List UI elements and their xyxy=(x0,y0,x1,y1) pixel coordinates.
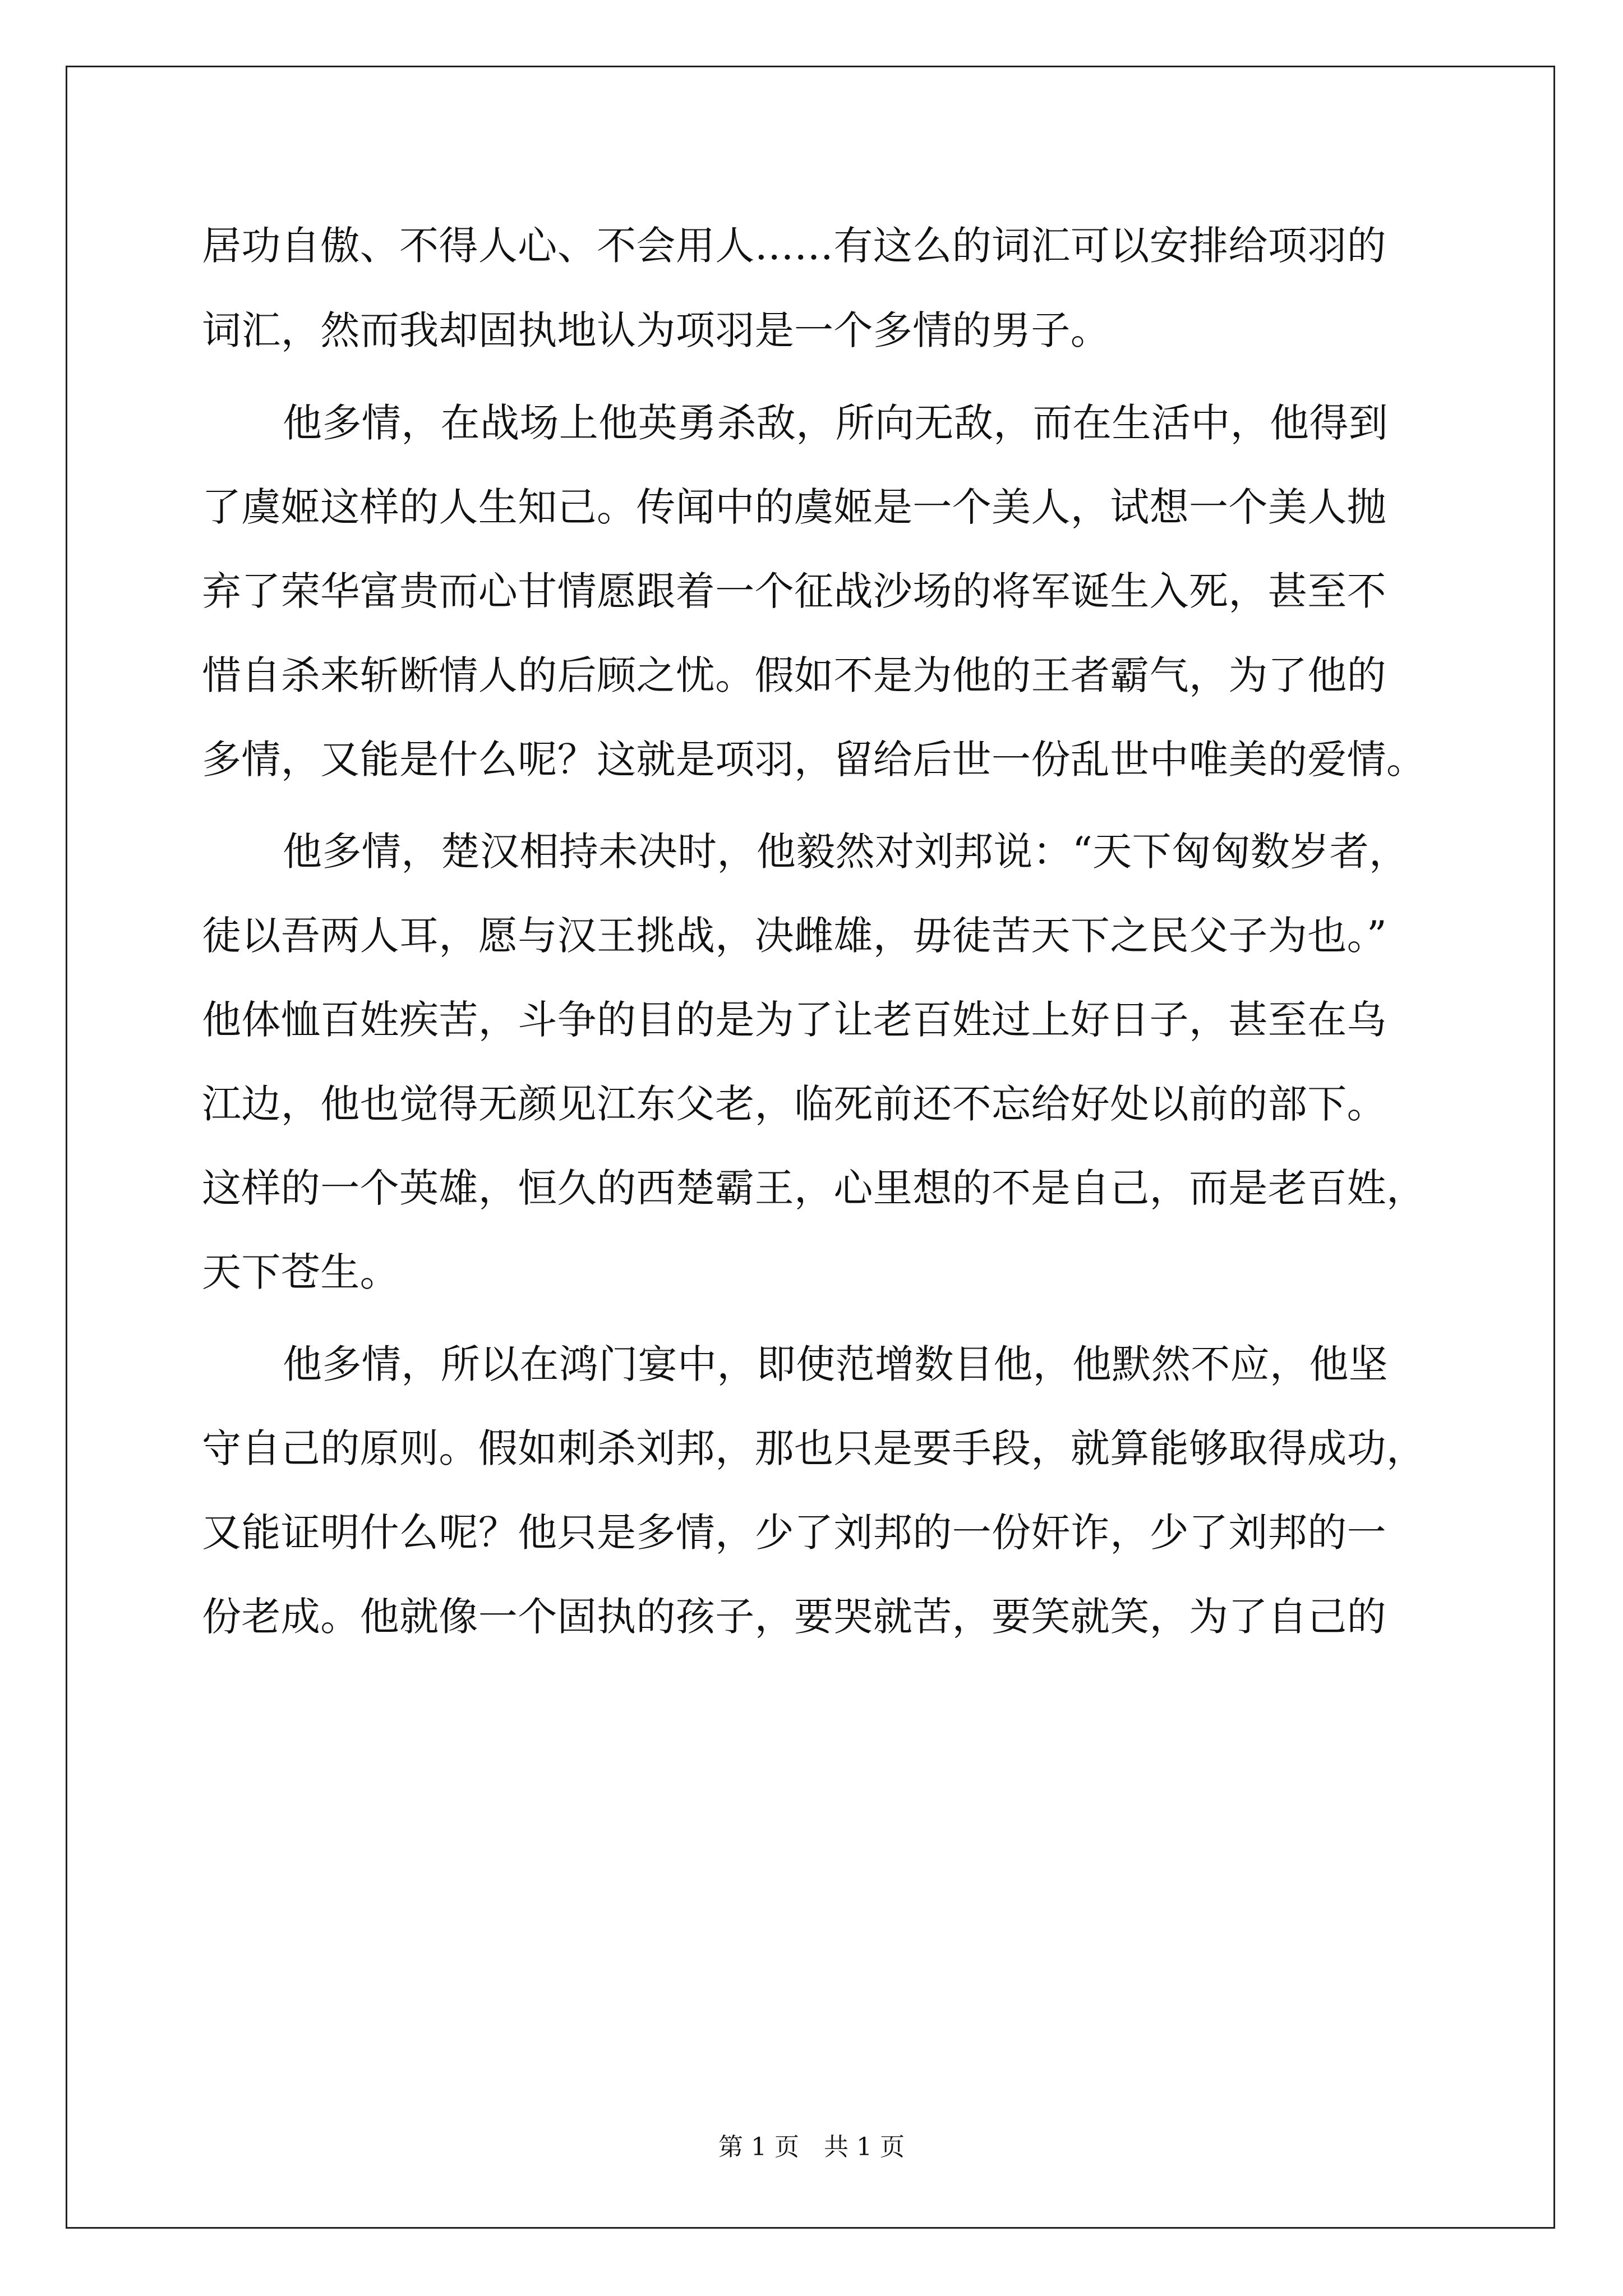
text-line: 词汇，然而我却固执地认为项羽是一个多情的男子。 xyxy=(202,307,1110,353)
page-number-footer: 第 1 页 共 1 页 xyxy=(718,2133,905,2161)
paragraph-start-line: 他多情，楚汉相持未决时，他毅然对刘邦说：“天下匈匈数岁者， xyxy=(283,829,1409,875)
text-line: 了虞姬这样的人生知己。传闻中的虞姬是一个美人，试想一个美人抛 xyxy=(202,484,1386,530)
text-line: 他体恤百姓疾苦，斗争的目的是为了让老百姓过上好日子，甚至在乌 xyxy=(202,997,1386,1043)
paragraph-start-line: 他多情，所以在鸿门宴中，即使范增数目他，他默然不应，他坚 xyxy=(283,1341,1389,1387)
text-line: 守自己的原则。假如刺杀刘邦，那也只是要手段，就算能够取得成功， xyxy=(202,1425,1426,1471)
text-line: 这样的一个英雄，恒久的西楚霸王，心里想的不是自己，而是老百姓， xyxy=(202,1165,1426,1211)
text-line: 惜自杀来斩断情人的后顾之忧。假如不是为他的王者霸气，为了他的 xyxy=(202,652,1386,698)
text-line: 又能证明什么呢？他只是多情，少了刘邦的一份奸诈，少了刘邦的一 xyxy=(202,1510,1386,1556)
paragraph-start-line: 他多情，在战场上他英勇杀敌，所向无敌，而在生活中，他得到 xyxy=(283,400,1389,446)
text-line: 多情，又能是什么呢？这就是项羽，留给后世一份乱世中唯美的爱情。 xyxy=(202,737,1426,783)
text-line: 徒以吾两人耳，愿与汉王挑战，决雌雄，毋徒苦天下之民父子为也。” xyxy=(202,913,1387,959)
text-line: 天下苍生。 xyxy=(202,1249,399,1295)
text-line: 弃了荣华富贵而心甘情愿跟着一个征战沙场的将军诞生入死，甚至不 xyxy=(202,568,1386,614)
text-line: 江边，他也觉得无颜见江东父老，临死前还不忘给好处以前的部下。 xyxy=(202,1081,1386,1127)
text-line: 居功自傲、不得人心、不会用人……有这么的词汇可以安排给项羽的 xyxy=(202,223,1386,269)
text-line: 份老成。他就像一个固执的孩子，要哭就苦，要笑就笑，为了自己的 xyxy=(202,1594,1386,1640)
